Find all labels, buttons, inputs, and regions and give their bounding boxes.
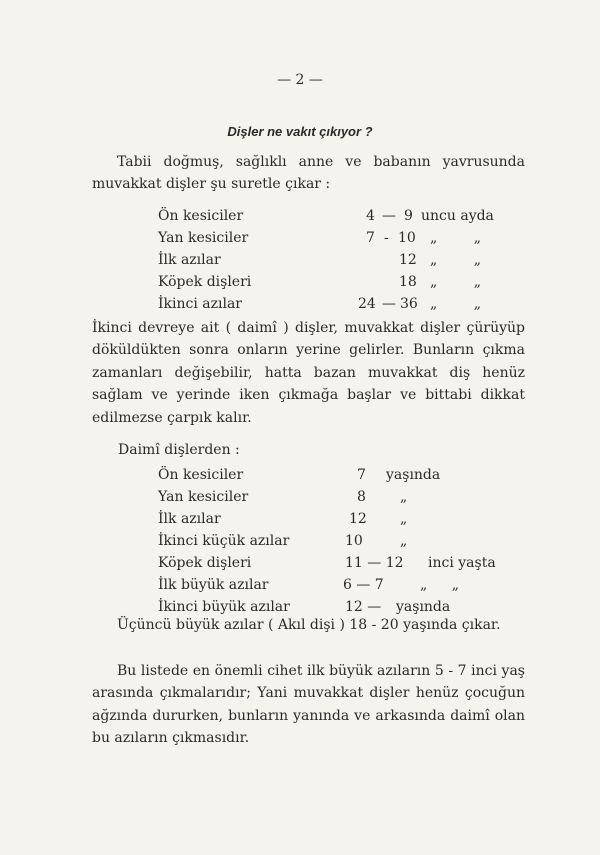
tooth-range-unit: „ „ [430,252,481,268]
tooth-age: 8 [357,489,366,505]
tooth-name: İkinci küçük azılar [158,533,290,549]
tooth-age-unit: „ [400,511,408,527]
tooth-range-to: 10 [398,230,416,246]
tooth-range-to: 36 [400,296,418,312]
tooth-name: Yan kesiciler [158,489,249,505]
section-heading: Dişler ne vakıt çıkıyor ? [227,124,373,139]
tooth-age: 6 — 7 [343,577,384,593]
second-paragraph: İkinci devreye ait ( daimî ) dişler, muvakkat dişler çürüyüp döküldükten sonra onların yerine gelirler. Bunların çıkma zamanları değişebilir, hatta bazan muvakkat diş henüz sağlam ve yerinde iken çıkmağa başlar ve bittabi dikkat edilmezse çarpık kalır. [92,320,525,426]
fourth-paragraph: Bu listede en önemli cihet ilk büyük azıların 5 - 7 inci yaş arasında çıkmalarıdır; Yani muvakkat dişler henüz çocuğun ağzında dururken, bunların yanında ve arkasında daimî olan bu azıların çıkmasıdır. [92,663,525,747]
tooth-range-from: 7 [366,230,375,246]
tooth-name: İlk büyük azılar [158,577,269,593]
intro-paragraph: Tabii doğmuş, sağlıklı anne ve babanın yavrusunda muvakkat dişler şu suretle çıkar : [92,154,525,193]
tooth-range-from: 24 [358,296,376,312]
tooth-age: 11 — 12 [345,555,404,571]
tooth-name: İlk azılar [158,252,221,268]
tooth-range-to: 18 [399,274,417,290]
tooth-age-unit: yaşında [386,467,441,483]
tooth-age-unit: yaşında [396,599,451,615]
permanent-teeth-label: Daimî dişlerden : [118,442,240,458]
third-paragraph: Üçüncü büyük azılar ( Akıl dişi ) 18 - 20 yaşında çıkar. [117,617,501,633]
tooth-age: 7 [357,467,366,483]
tooth-name: İkinci büyük azılar [158,599,290,615]
tooth-range-unit: uncu ayda [421,208,494,224]
tooth-range-to: 12 [399,252,417,268]
tooth-name: Ön kesiciler [158,208,244,224]
tooth-range-sep: — [382,296,396,312]
tooth-age: 10 [345,533,363,549]
tooth-range-from: 4 [366,208,375,224]
tooth-name: İkinci azılar [158,296,242,312]
tooth-range-unit: „ „ [430,296,481,312]
tooth-name: İlk azılar [158,511,221,527]
tooth-range-unit: „ „ [430,230,481,246]
page-number: — 2 — [277,72,323,88]
tooth-age-unit: „ [400,489,408,505]
tooth-age: 12 — [345,599,382,615]
tooth-range-unit: „ „ [430,274,481,290]
tooth-range-to: 9 [404,208,413,224]
tooth-name: Köpek dişleri [158,555,252,571]
tooth-age-unit: „ „ [420,577,459,593]
tooth-name: Köpek dişleri [158,274,252,290]
tooth-name: Yan kesiciler [158,230,249,246]
tooth-age-unit: inci yaşta [428,555,496,571]
tooth-range-sep: - [384,230,389,246]
tooth-age-unit: „ [400,533,408,549]
tooth-name: Ön kesiciler [158,467,244,483]
tooth-range-sep: — [382,208,396,224]
tooth-age: 12 [349,511,367,527]
